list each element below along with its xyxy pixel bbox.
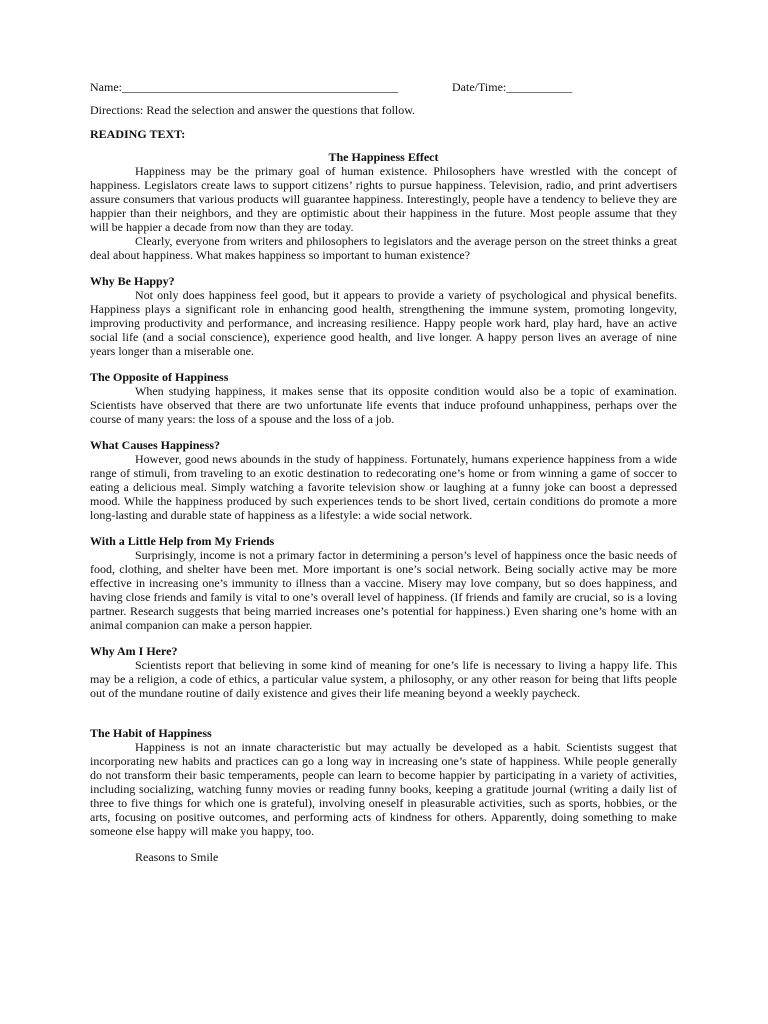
reasons-to-smile-line: Reasons to Smile: [135, 850, 219, 864]
section-text-little-help-from-friends: Surprisingly, income is not a primary factor in determining a person’s level of happiness once the basic needs of food, clothing, and shelter have been met. More important is one’s social network. Being socially active may be more effective in increasing one’s immunity to illness than a vaccine. Misery may love company, but so does happiness, and having close friends and family is vital to one’s overall level of happiness. (If friends and family are crucial, so is a loving partner. Research suggests that being married increases one’s potential for happiness.) Even sharing one’s home with an animal companion can make a person happier.: [90, 548, 677, 632]
article: [90, 150, 677, 864]
section-heading-why-am-i-here: Why Am I Here?: [90, 644, 178, 658]
section-text-what-causes-happiness: However, good news abounds in the study of happiness. Fortunately, humans experience happiness from a wide range of stimuli, from traveling to an exotic destination to redecorating one’s home or from winning a game of soccer to eating a delicious meal. Simply watching a favorite television show or laughing at a funny joke can boost a depressed mood. While the happiness produced by such experiences tends to be short lived, certain conditions do promote a more long-lasting and durable state of happiness as a lifestyle: a wide social network.: [90, 452, 677, 522]
section-heading-opposite-of-happiness: The Opposite of Happiness: [90, 370, 229, 384]
section-text-why-be-happy: Not only does happiness feel good, but it appears to provide a variety of psychological and physical benefits. Happiness plays a significant role in enhancing good health, strengthening the immune system, promoting longevity, improving productivity and performance, and increasing resilience. Happy people work hard, play hard, have an active social life (and a social conscience), experience good health, and live longer. A happy person lives an average of nine years longer than a miserable one.: [90, 288, 677, 358]
section-text-opposite-of-happiness: When studying happiness, it makes sense that its opposite condition would also be a topic of examination. Scientists have observed that there are two unfortunate life events that induce profound unhappiness, perhaps over the course of many years: the loss of a spouse and the loss of a job.: [90, 384, 677, 426]
name-line: Name:______________________________________________: [90, 80, 398, 94]
date-time-line: Date/Time:___________: [452, 80, 573, 94]
article-title: The Happiness Effect: [328, 150, 439, 164]
section-text-habit-of-happiness: Happiness is not an innate characteristic but may actually be developed as a habit. Scientists suggest that incorporating new habits and practices can go a long way in increasing one’s state of happiness. While people generally do not transform their basic temperaments, people can learn to become happier by participating in a variety of activities, including socializing, watching funny movies or reading funny books, keeping a gratitude journal (writing a daily list of three to five things for which one is grateful), involving oneself in pleasurable activities, such as sports, hobbies, or the arts, focusing on positive outcomes, and performing acts of kindness for others. Apparently, doing something to make someone else happy will make you happy, too.: [90, 740, 677, 838]
section-heading-little-help-from-friends: With a Little Help from My Friends: [90, 534, 275, 548]
section-heading-why-be-happy: Why Be Happy?: [90, 274, 175, 288]
section-heading-habit-of-happiness: The Habit of Happiness: [90, 726, 212, 740]
intro-paragraph-2: Clearly, everyone from writers and philosophers to legislators and the average person on the street thinks a great deal about happiness. What makes happiness so important to human existence?: [90, 234, 677, 262]
reading-text-label: READING TEXT:: [90, 127, 186, 141]
section-heading-what-causes-happiness: What Causes Happiness?: [90, 438, 221, 452]
section-text-why-am-i-here: Scientists report that believing in some kind of meaning for one’s life is necessary to living a happy life. This may be a religion, a code of ethics, a particular value system, a philosophy, or any other reason for being that lifts people out of the mundane routine of daily existence and gives their life meaning beyond a weekly paycheck.: [90, 658, 677, 700]
intro-paragraph-1: Happiness may be the primary goal of human existence. Philosophers have wrestled with the concept of happiness. Legislators create laws to support citizens’ rights to pursue happiness. Television, radio, and print advertisers assure consumers that various products will guarantee happiness. Interestingly, people have a tendency to believe they are happier than their neighbors, and they are optimistic about their happiness in the future. Most people assume that they will be happier a decade from now than they are today.: [90, 164, 677, 234]
directions: Directions: Read the selection and answer the questions that follow.: [90, 103, 416, 117]
